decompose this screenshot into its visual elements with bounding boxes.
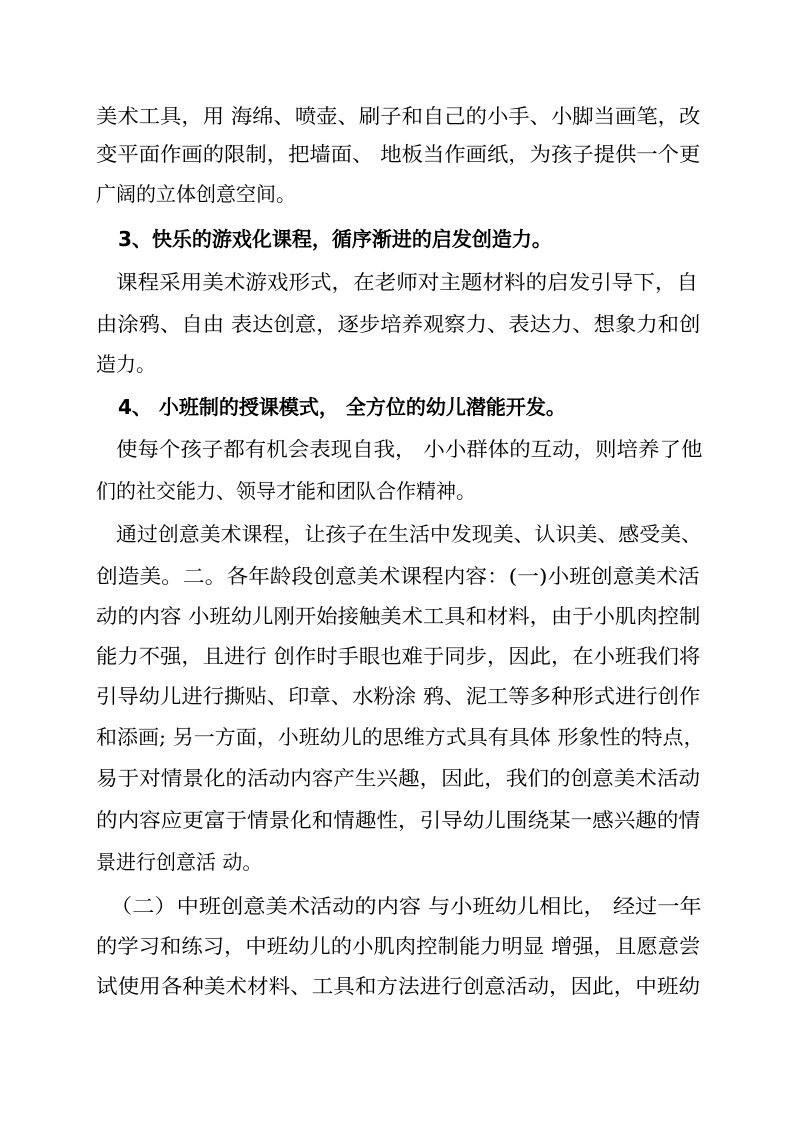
text-line: 3、快乐的游戏化课程，循序渐进的启发创造力。 [118,227,552,251]
text-line: 美术工具，用 海绵、喷壶、刷子和自己的小手、小脚当画笔，改 [96,104,701,128]
text-line: 通过创意美术课程，让孩子在生活中发现美、认识美、感受美、 [116,522,702,546]
text-line: 由涂鸦、自由 表达创意，逐步培养观察力、表达力、想象力和创 [96,312,701,336]
text-line: 变平面作画的限制，把墙面、 地板当作画纸，为孩子提供一个更 [96,142,701,166]
text-line: 4、 小班制的授课模式， 全方位的幼儿潜能开发。 [118,395,566,419]
text-line: 易于对情景化的活动内容产生兴趣，因此，我们的创意美术活动 [96,766,701,790]
text-line: 们的社交能力、领导才能和团队合作精神。 [96,479,476,503]
text-line: 的学习和练习，中班幼儿的小肌肉控制能力明显 增强，且愿意尝 [96,934,701,958]
text-line: 动的内容 小班幼儿刚开始接触美术工具和材料，由于小肌肉控制 [96,604,701,628]
text-line: 创造美。二。各年龄段创意美术课程内容：(一)小班创意美术活 [96,564,700,588]
text-line: （二）中班创意美术活动的内容 与小班幼儿相比， 经过一年 [110,894,702,918]
text-line: 的内容应更富于情景化和情趣性，引导幼儿围绕某一感兴趣的情 [96,808,701,832]
text-line: 使每个孩子都有机会表现自我， 小小群体的互动，则培养了他 [116,437,703,461]
text-line: 造力。 [96,352,156,376]
text-line: 广阔的立体创意空间。 [96,182,296,206]
text-line: 试使用各种美术材料、工具和方法进行创意活动，因此，中班幼 [96,974,701,998]
text-line: 景进行创意活 动。 [96,850,263,874]
text-line: 引导幼儿进行撕贴、印章、水粉涂 鸦、泥工等多种形式进行创作 [96,684,701,708]
text-line: 课程采用美术游戏形式，在老师对主题材料的启发引导下，自 [116,270,699,294]
text-line: 能力不强，且进行 创作时手眼也难于同步，因此，在小班我们将 [96,644,701,668]
text-line: 和添画; 另一方面，小班幼儿的思维方式具有具体 形象性的特点， [96,725,705,749]
